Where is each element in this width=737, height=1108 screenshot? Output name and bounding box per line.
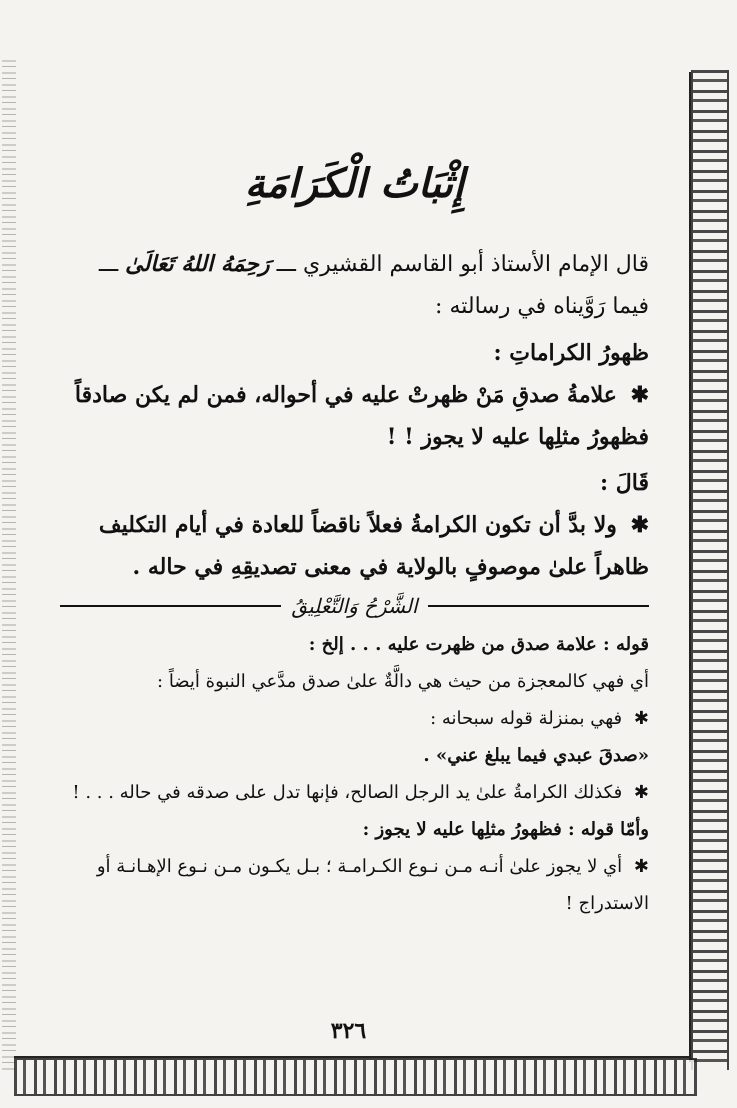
commentary-3-text: فهي بمنزلة قوله سبحانه : <box>430 708 623 729</box>
intro-part1: قال الإمام الأستاذ أبو القاسم القشيري ـــ <box>276 252 649 277</box>
right-frame-line <box>689 72 691 1062</box>
divider-line <box>428 605 649 607</box>
commentary-7-text: أي لا يجوز علىٰ أنـه مـن نـوع الكـرامـة ؛ بـل يكـون مـن نـوع الإهـانـة أو الاستدراج ! <box>96 856 649 914</box>
right-ornament-border <box>691 70 729 1070</box>
intro-paragraph <box>60 243 649 328</box>
page-number: ٣٢٦ <box>330 1018 367 1044</box>
quote-2-text: ولا بدَّ أن تكون الكرامةُ فعلاً ناقضاً للعادة في أيام التكليف ظاهراً علىٰ موصوفٍ بالولاية في معنى تصديقِهِ في حاله . <box>98 512 649 580</box>
divider-line <box>60 605 281 607</box>
star-icon: ✱ <box>630 382 649 408</box>
commentary-7 <box>60 848 649 922</box>
page-content <box>60 160 649 922</box>
commentary-2: أي فهي كالمعجزة من حيث هي دالَّةٌ علىٰ صدق مدَّعي النبوة أيضاً : <box>157 671 649 692</box>
commentary-divider <box>60 594 649 618</box>
quote-1 <box>60 374 649 458</box>
page-title: إِثْبَاتُ الْكَرَامَةِ <box>244 160 465 207</box>
intro-part2: ـــ فيما رَوَّيناه في رسالته : <box>98 252 649 319</box>
star-icon: ✱ <box>630 512 649 538</box>
commentary-3 <box>60 700 649 737</box>
star-icon: ✱ <box>633 782 649 803</box>
commentary-5-text: فكذلك الكرامةُ علىٰ يد الرجل الصالح، فإنها تدل على صدقه في حاله . . . ! <box>72 782 623 803</box>
section-heading: ظهورُ الكراماتِ : <box>493 340 649 366</box>
divider-label: الشَّرْحُ وَالتَّعْلِيقُ <box>291 594 418 618</box>
commentary-5 <box>60 774 649 811</box>
commentary-4: «صدقَ عبدي فيما يبلغ عني» . <box>423 745 649 766</box>
commentary-1: قوله : علامة صدق من ظهرت عليه . . . إلخ : <box>308 634 649 655</box>
bottom-ornament-border <box>14 1058 697 1096</box>
intro-honorific: رَحِمَهُ اللهُ تَعَالَىٰ <box>125 251 270 277</box>
quote-1-text: علامةُ صدقِ مَنْ ظهرتْ عليه في أحواله، فمن لم يكن صادقاً فظهورُ مثلِها عليه لا يجوز ! ! <box>74 382 649 450</box>
star-icon: ✱ <box>633 856 649 877</box>
left-ornament-border <box>2 60 16 1070</box>
star-icon: ✱ <box>633 708 649 729</box>
commentary-6: وأمّا قوله : فظهورُ مثلِها عليه لا يجوز : <box>362 819 649 840</box>
quote-2 <box>60 504 649 588</box>
qaal-heading: قَالَ : <box>600 470 649 496</box>
bottom-frame-line <box>14 1056 691 1058</box>
